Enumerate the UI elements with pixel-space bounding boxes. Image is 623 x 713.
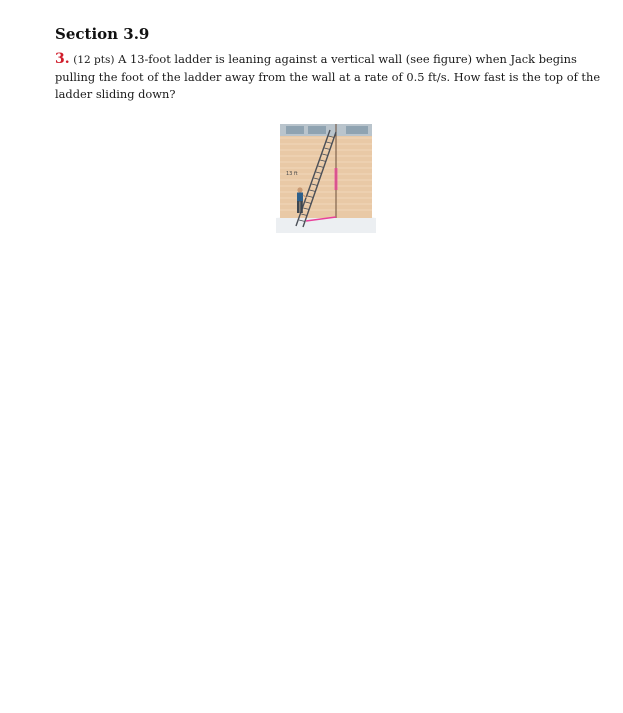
problem-number: 3. xyxy=(55,51,70,67)
problem-points: (12 pts) xyxy=(73,54,115,66)
wall-height-marker xyxy=(335,168,338,190)
ladder-length-label: 13 ft xyxy=(286,171,298,177)
problem-text: A 13-foot ladder is leaning against a vertical wall (see figure) when Jack begins pulling the foot of the ladder away from the wall at a rate of 0.5 ft/s. How fast is the top of the ladder sliding down? xyxy=(55,52,601,101)
window-middle xyxy=(308,126,326,134)
problem-statement xyxy=(55,51,610,103)
ladder-figure xyxy=(276,118,376,233)
floor xyxy=(276,218,376,233)
section-heading: Section 3.9 xyxy=(55,25,150,43)
window-right xyxy=(346,126,368,134)
window-left xyxy=(286,126,304,134)
ladder-illustration xyxy=(276,118,376,233)
